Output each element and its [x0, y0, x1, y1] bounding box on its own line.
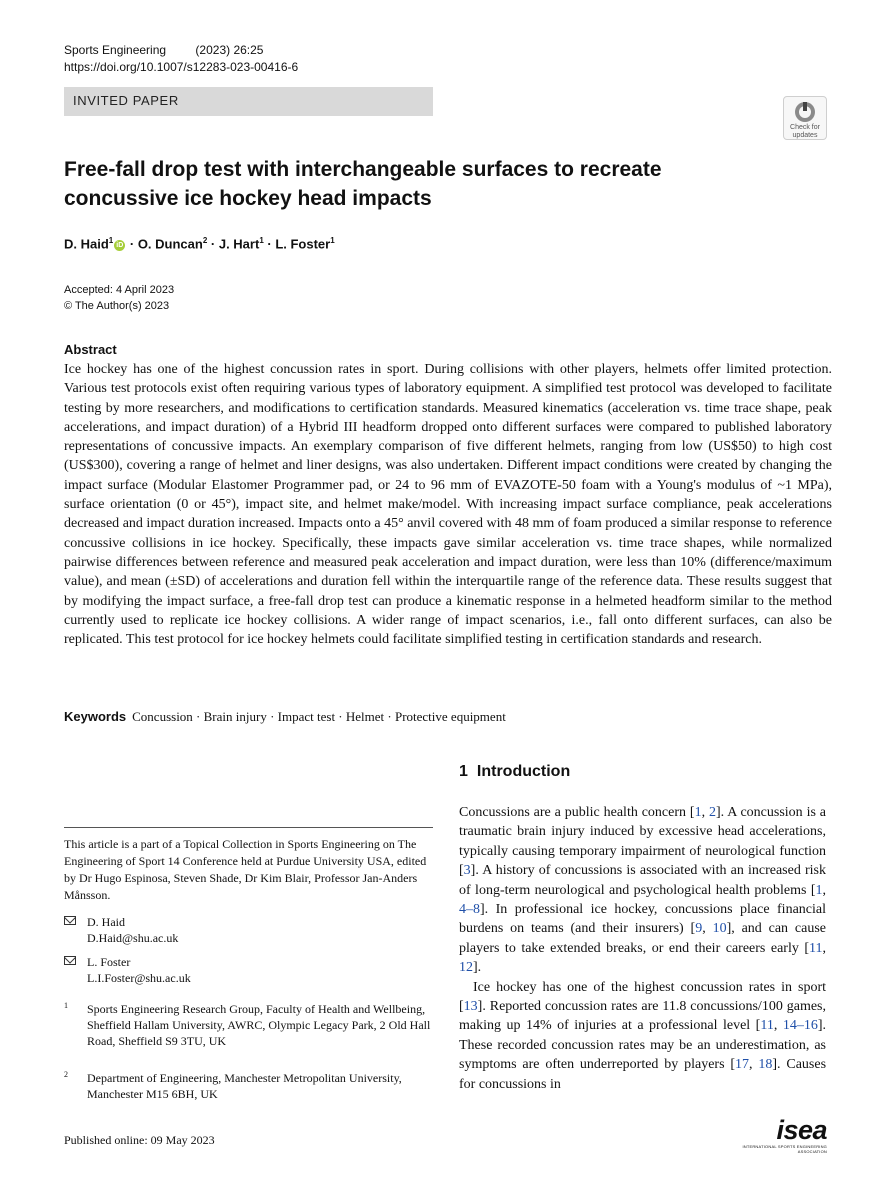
- abstract-heading: Abstract: [64, 342, 117, 357]
- isea-logo-word: isea: [776, 1115, 827, 1145]
- citation-link[interactable]: 3: [463, 863, 471, 879]
- author-separator: ·: [207, 236, 219, 252]
- body-text: ,: [702, 921, 713, 937]
- body-text: ,: [749, 1057, 759, 1073]
- body-text: ], and can cause players to take extended breaks, or end their careers early [: [459, 921, 826, 956]
- affiliation-text: Department of Engineering, Manchester Metropolitan University, Manchester M15 6BH, UK: [87, 1071, 402, 1101]
- citation-link[interactable]: 13: [463, 999, 478, 1015]
- author-name[interactable]: D. Haid: [64, 236, 109, 252]
- citation-link[interactable]: 12: [459, 960, 473, 976]
- envelope-icon: [64, 956, 76, 965]
- citation-link[interactable]: 14–16: [782, 1018, 818, 1034]
- author-affiliation-mark: 1: [259, 236, 264, 245]
- body-text: ,: [701, 805, 709, 820]
- check-for-updates-badge[interactable]: [783, 96, 827, 140]
- article-dates: [64, 282, 174, 314]
- topical-collection-footnote: This article is a part of a Topical Collection in Sports Engineering on The Engineering of Sport 14 Conference held at Purdue University USA, edited by Dr Hugo Espinosa, Steven Shade, Dr Kim Blair, Professor Jan-Anders Månsson.: [64, 837, 427, 902]
- body-text: ].: [473, 960, 482, 976]
- author-name[interactable]: L. Foster: [275, 236, 331, 252]
- title-line-1: Free-fall drop test with interchangeable surfaces to recreate: [64, 158, 662, 181]
- accepted-date: Accepted: 4 April 2023: [64, 284, 175, 296]
- journal-header: [64, 42, 298, 76]
- author-name[interactable]: J. Hart: [218, 236, 260, 252]
- body-text: ]. A concussion is a traumatic brain injury induced by excessive head accelerations, typically causing temporary impairment of neurological function [: [459, 805, 827, 879]
- affiliation-text: Sports Engineering Research Group, Faculty of Health and Wellbeing, Sheffield Hallam University, AWRC, Olympic Legacy Park, 2 Old Hall Road, Sheffield S9 3TU, UK: [87, 1002, 431, 1048]
- body-text: Ice hockey has one of the highest concussion rates in sport [: [459, 979, 826, 1015]
- keywords-label: Keywords: [64, 709, 127, 724]
- citation-link[interactable]: 1: [815, 882, 823, 898]
- citation-link[interactable]: 11: [809, 940, 823, 956]
- introduction-paragraph-2: [459, 978, 826, 1094]
- author-affiliation-mark: 1: [330, 236, 335, 245]
- doi-link[interactable]: https://doi.org/10.1007/s12283-023-00416-6: [64, 60, 299, 74]
- body-text: ]. Causes for concussions in: [459, 1057, 827, 1092]
- footnote-divider: [64, 827, 433, 828]
- author-affiliation-mark: 2: [202, 236, 208, 245]
- journal-volume: (2023) 26:25: [195, 43, 264, 57]
- author-list: [64, 236, 335, 251]
- paper-title: [64, 155, 704, 213]
- citation-link[interactable]: 9: [695, 921, 703, 937]
- title-line-2: concussive ice hockey head impacts: [64, 187, 432, 210]
- citation-link[interactable]: 17: [735, 1057, 750, 1073]
- check-updates-line1: Check for: [790, 124, 820, 131]
- copyright-notice: © The Author(s) 2023: [64, 300, 170, 312]
- contact-email[interactable]: D.Haid@shu.ac.uk: [87, 931, 179, 945]
- body-text: ]. These recorded concussion rates may be an underestimation, as symptoms are often underreported by players [: [459, 1018, 826, 1073]
- citation-link[interactable]: 11: [760, 1018, 774, 1034]
- journal-name: Sports Engineering: [64, 43, 167, 57]
- contact-entry: [64, 914, 178, 946]
- author-affiliation-mark: 1: [108, 236, 114, 245]
- introduction-paragraph-1: [459, 803, 826, 978]
- body-text: ]. Reported concussion rates are 11.8 concussions/100 games, making up 14% of injuries at a professional level [: [459, 999, 826, 1034]
- author-separator: ·: [263, 236, 276, 252]
- keywords: [64, 709, 506, 725]
- isea-logo-tagline: INTERNATIONAL SPORTS ENGINEERING ASSOCIATION: [742, 1144, 827, 1154]
- section-title: Introduction: [476, 763, 571, 780]
- affiliation-number: 1: [64, 1001, 68, 1010]
- affiliation-entry: [64, 1070, 433, 1102]
- body-text: ,: [773, 1018, 783, 1034]
- envelope-icon: [64, 916, 76, 925]
- isea-logo: [727, 1115, 827, 1154]
- citation-link[interactable]: 10: [712, 921, 727, 937]
- introduction-body: [459, 803, 826, 1094]
- abstract-text: Ice hockey has one of the highest concussion rates in sport. During collisions with other players, helmets offer limited protection. Various test protocols exist often requiring various types of laboratory equipment. A simplified test protocol was developed to facilitate testing by more researchers, and modifications to certification standards. Measured kinematics (acceleration vs. time trace shape, peak accelerations, and impact duration) of a Hybrid III headform dropped onto different surfaces were compared to published laboratory representations of concussive impacts. An exemplary comparison of five different helmets, ranging from low (US$50) to high cost (US$300), covering a range of helmet and liner designs, was also undertaken. Different impact conditions were created by changing the impact surface (Modular Elastomer Programmer pad, or 24 to 96 mm of EVAZOTE-50 foam with a Young's modulus of ~1 MPa), surface orientation (0 or 45°), impact site, and helmet make/model. With increasing impact surface compliance, peak accelerations decreased and impact duration increased. Impacts onto a 45° anvil covered with 48 mm of foam produced a similar response to reference concussive collisions in ice hockey. Specifically, these impacts gave similar acceleration vs. time trace shapes, while normalized pairwise differences between reference and measured peak acceleration and impact duration, were less than 10% (difference/maximum value), and mean (±SD) of accelerations and duration fell within the interquartile range of the reference data. These results suggest that by modifying the impact surface, a free-fall drop test can produce a kinematic response in a helmeted headform similar to the method currently used to replicate ice hockey collisions. A wider range of impact scenarios, i.e., fall onto different surfaces, can also be replicated. This test protocol for ice hockey helmets could facilitate simplified testing in certification standards and research.: [64, 362, 832, 648]
- citation-link[interactable]: 18: [758, 1057, 773, 1073]
- body-text: Concussions are a public health concern [: [459, 805, 695, 820]
- keywords-list: Concussion · Brain injury · Impact test · Helmet · Protective equipment: [132, 709, 506, 724]
- body-text: ,: [822, 882, 826, 898]
- orcid-icon[interactable]: iD: [116, 242, 124, 250]
- citation-link[interactable]: 2: [708, 805, 716, 820]
- affiliation-entry: [64, 1001, 433, 1049]
- body-text: ,: [822, 940, 826, 956]
- contact-entry: [64, 954, 191, 986]
- published-online-date: Published online: 09 May 2023: [64, 1133, 215, 1147]
- invited-paper-banner: INVITED PAPER: [64, 87, 433, 116]
- contact-email[interactable]: L.I.Foster@shu.ac.uk: [87, 971, 191, 985]
- affiliation-number: 2: [64, 1070, 68, 1079]
- contact-name: D. Haid: [87, 915, 125, 929]
- section-heading-introduction: [459, 763, 570, 781]
- author-separator: ·: [126, 236, 138, 252]
- check-updates-line2: updates: [792, 132, 818, 139]
- body-text: ]. A history of concussions is associated with an increased risk of long-term neurological and psychological health problems [: [459, 863, 826, 898]
- citation-link[interactable]: 1: [694, 805, 702, 820]
- contact-name: L. Foster: [87, 955, 131, 969]
- author-name[interactable]: O. Duncan: [137, 236, 203, 252]
- body-text: ]. In professional ice hockey, concussions place financial burdens on teams (and their insurers) [: [459, 902, 826, 937]
- section-number: 1: [459, 763, 468, 780]
- check-updates-icon: [793, 100, 817, 124]
- citation-link[interactable]: 4–8: [459, 902, 480, 918]
